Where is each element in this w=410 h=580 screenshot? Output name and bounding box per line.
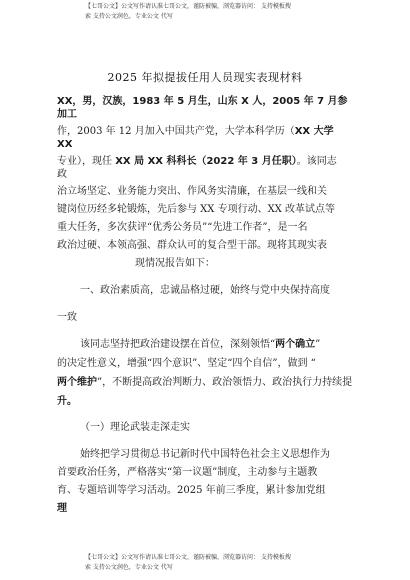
notice-line: 索 支持公文润色，专业公文 代写 <box>85 564 173 571</box>
paragraph-line: 理 <box>57 503 67 514</box>
paragraph-line: 的决定性意义，增强“四个意识”、坚定“四个自信”，做到 “ <box>57 358 316 369</box>
document-title: 2025 年拟提拔任用人员现实表现材料 <box>107 71 303 84</box>
paragraph-line: 该同志坚持把政治建设摆在首位，深刻领悟“两个确立” <box>80 339 321 350</box>
paragraph-line: 加工 <box>57 109 77 120</box>
paragraph-line: XX，男，汉族，1983 年 5 月生，山东 X 人，2005 年 7 月参 <box>57 96 348 107</box>
notice-line: 索 支持公文润色，专业公文 代写 <box>85 13 173 20</box>
watermark-notice-bottom <box>85 553 385 573</box>
watermark-notice-top <box>85 2 385 22</box>
paragraph-line: 升。 <box>57 396 77 407</box>
paragraph-line: 两个维护”，不断提高政治判断力、政治领悟力、政治执行力持续提 <box>57 377 353 388</box>
paragraph-line: 育、专题培训等学习活动。2025 年前三季度，累计参加党组 <box>57 485 326 496</box>
paragraph-line: 始终把学习贯彻总书记新时代中国特色社会主义思想作为 <box>80 449 330 460</box>
paragraph-line: 专业），现任 XX 局 XX 科科长（2022 年 3 月任职）。该同志 <box>57 156 337 167</box>
notice-line: 【七哥公文】公文写作请认准七哥公文，谨防被骗，浏览器访问： 支持模板搜 <box>85 554 291 561</box>
notice-line: 【七哥公文】公文写作请认准七哥公文，谨防被骗，浏览器访问： 支持模板搜 <box>85 3 291 10</box>
paragraph-line: 重大任务，多次获评“优秀公务员”“先进工作者”，是一名 <box>57 222 308 233</box>
paragraph-line: 治立场坚定、业务能力突出、作风务实清廉，在基层一线和关 <box>57 186 327 197</box>
paragraph-line: 现情况报告如下： <box>135 258 215 269</box>
paragraph-line: XX <box>57 139 73 150</box>
subsection-heading: （一）理论武装走深走实 <box>80 422 190 433</box>
paragraph-line: 作，2003 年 12 月加入中国共产党，大学本科学历（XX 大学 <box>57 126 334 137</box>
paragraph-line: 政 <box>57 169 67 180</box>
paragraph-line: 政治过硬、本领高强、群众认可的复合型干部。现将其现实表 <box>57 240 327 251</box>
paragraph-line: 键岗位历经多轮锻炼，先后参与 XX 专项行动、XX 改革试点等 <box>57 204 336 215</box>
section-heading: 一、政治素质高，忠诚品格过硬，始终与党中央保持高度 <box>80 285 330 296</box>
section-heading: 一致 <box>57 312 77 323</box>
paragraph-line: 首要政治任务，严格落实“第一议题”制度，主动参与主题教 <box>57 467 318 478</box>
